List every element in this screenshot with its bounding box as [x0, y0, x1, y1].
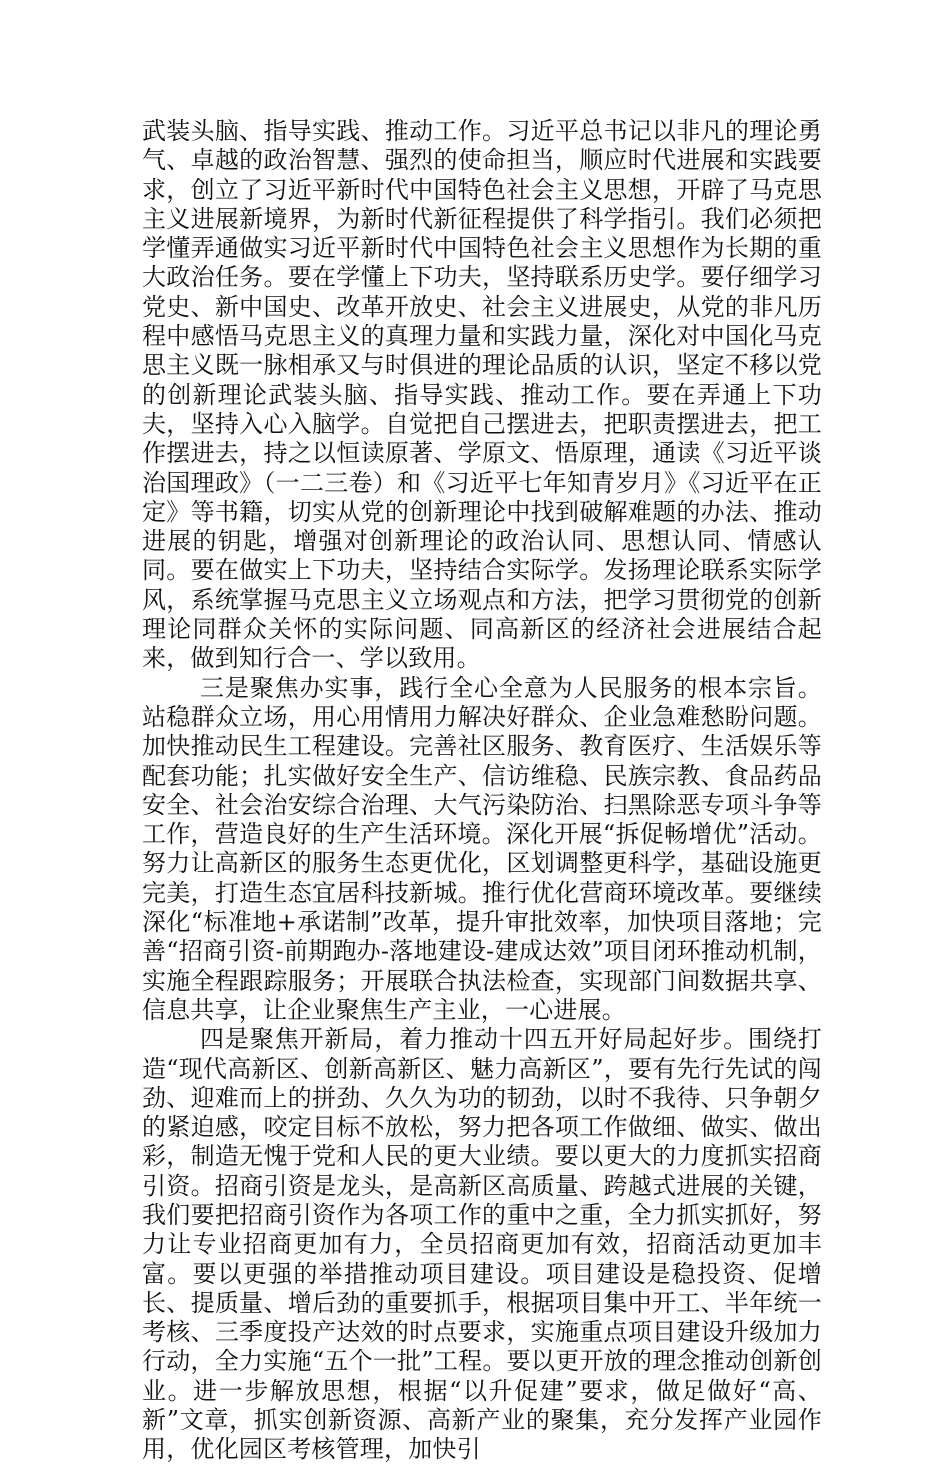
paragraph-serve-people: 三是聚焦办实事，践行全心全意为人民服务的根本宗旨。站稳群众立场，用心用情用力解决好群众、企业急难愁盼问题。加快推动民生工程建设。完善社区服务、教育医疗、生活娱乐等配套功能；扎实做好安全生产、信访维稳、民族宗教、食品药品安全、社会治安综合治理、大气污染防治、扫黑除恶专项斗争等工作，营造良好的生产生活环境。深化开展“拆促畅增优”活动。努力让高新区的服务生态更优化，区划调整更科学，基础设施更完美，打造生态宜居科技新城。推行优化营商环境改革。要继续深化“标准地+承诺制”改革，提升审批效率，加快项目落地；完善“招商引资-前期跑办-落地建设-建成达效”项目闭环推动机制，实施全程跟踪服务；开展联合执法检查，实现部门间数据共享、信息共享，让企业聚焦生产主业，一心进展。	[142, 673, 822, 1024]
paragraph-continuation: 武装头脑、指导实践、推动工作。习近平总书记以非凡的理论勇气、卓越的政治智慧、强烈的使命担当，顺应时代进展和实践要求，创立了习近平新时代中国特色社会主义思想，开辟了马克思主义进展新境界，为新时代新征程提供了科学指引。我们必须把学懂弄通做实习近平新时代中国特色社会主义思想作为长期的重大政治任务。要在学懂上下功夫，坚持联系历史学。要仔细学习党史、新中国史、改革开放史、社会主义进展史，从党的非凡历程中感悟马克思主义的真理力量和实践力量，深化对中国化马克思主义既一脉相承又与时俱进的理论品质的认识，坚定不移以党的创新理论武装头脑、指导实践、推动工作。要在弄通上下功夫，坚持入心入脑学。自觉把自己摆进去，把职责摆进去，把工作摆进去，持之以恒读原著、学原文、悟原理，通读《习近平谈治国理政》（一二三卷）和《习近平七年知青岁月》《习近平在正定》等书籍，切实从党的创新理论中找到破解难题的办法、推动进展的钥匙，增强对创新理论的政治认同、思想认同、情感认同。要在做实上下功夫，坚持结合实际学。发扬理论联系实际学风，系统掌握马克思主义立场观点和方法，把学习贯彻党的创新理论同群众关怀的实际问题、同高新区的经济社会进展结合起来，做到知行合一、学以致用。	[142, 117, 822, 673]
paragraph-new-situation: 四是聚焦开新局，着力推动十四五开好局起好步。围绕打造“现代高新区、创新高新区、魅力高新区”，要有先行先试的闯劲、迎难而上的拼劲、久久为功的韧劲，以时不我待、只争朝夕的紧迫感，咬定目标不放松，努力把各项工作做细、做实、做出彩，制造无愧于党和人民的更大业绩。要以更大的力度抓实招商引资。招商引资是龙头，是高新区高质量、跨越式进展的关键，我们要把招商引资作为各项工作的重中之重，全力抓实抓好，努力让专业招商更加有力，全员招商更加有效，招商活动更加丰富。要以更强的举措推动项目建设。项目建设是稳投资、促增长、提质量、增后劲的重要抓手，根据项目集中开工、半年统一考核、三季度投产达效的时点要求，实施重点项目建设升级加力行动，全力实施“五个一批”工程。要以更开放的理念推动创新创业。进一步解放思想，根据“以升促建”要求，做足做好“高、新”文章，抓实创新资源、高新产业的聚集，充分发挥产业园作用，优化园区考核管理，加快引	[142, 1025, 822, 1464]
document-body	[142, 117, 822, 1465]
